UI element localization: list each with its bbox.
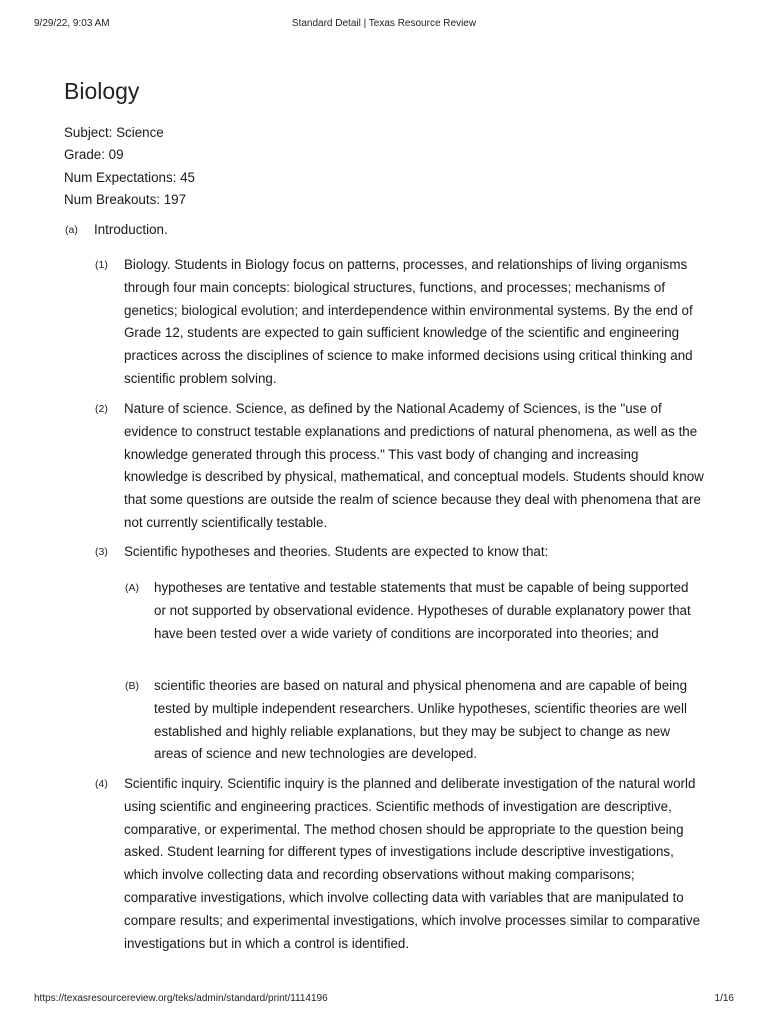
- list-item-label: (1): [95, 259, 108, 271]
- meta-subject: Subject: Science: [64, 125, 164, 140]
- meta-grade: Grade: 09: [64, 147, 124, 163]
- meta-num-breakouts: Num Breakouts: 197: [64, 191, 187, 207]
- sub-item-text: scientific theories are based on natural and physical phenomena and are capable of being tested by multiple independent researchers. Unlike hypotheses, scientific theories are well established and highly reliable explanations, but they may be subject to change as new areas of science and new technologies are developed.: [154, 678, 688, 762]
- print-datetime: 9/29/22, 9:03 AM: [34, 18, 110, 29]
- sub-item-a: [125, 577, 705, 645]
- sub-item-label: (B): [125, 680, 139, 692]
- section-a: [65, 219, 725, 242]
- list-item-label: (2): [95, 403, 108, 415]
- print-url: https://texasresourcereview.org/teks/admin/standard/print/1114196: [34, 993, 328, 1004]
- list-item-2: [95, 398, 707, 535]
- section-label: (a): [65, 224, 78, 236]
- list-item-1: [95, 254, 707, 391]
- print-page-title: Standard Detail | Texas Resource Review: [291, 18, 477, 29]
- sub-item-text: hypotheses are tentative and testable statements that must be capable of being supported or not supported by observational evidence. Hypotheses of durable explanatory power that have been tested over a wide variety of conditions are incorporated into theories; and: [154, 580, 691, 641]
- sub-item-b: [125, 675, 705, 766]
- print-header: [34, 17, 734, 31]
- list-item-text: Nature of science. Science, as defined by the National Academy of Sciences, is the "use of evidence to construct testable explanations and predictions of natural phenomena, as well as the knowledge generated through this process." This vast body of changing and increasing knowledge is described by physical, mathematical, and conceptual models. Students should know that some questions are outside the realm of science because they deal with phenomena that are not currently scientifically testable.: [124, 401, 704, 530]
- print-footer: [34, 992, 734, 1006]
- print-page-number: 1/16: [714, 993, 734, 1004]
- list-item-label: (3): [95, 546, 108, 558]
- list-item-4: [95, 773, 707, 955]
- section-heading: Introduction.: [94, 222, 168, 237]
- list-item-text: Scientific hypotheses and theories. Students are expected to know that:: [124, 544, 549, 559]
- meta-num-expectations: Num Expectations: 45: [64, 169, 195, 185]
- list-item-text: Biology. Students in Biology focus on patterns, processes, and relationships of living organisms through four main concepts: biological structures, functions, and processes; mechanisms of genetics; biological evolution; and interdependence within environmental systems. By the end of Grade 12, students are expected to gain sufficient knowledge of the scientific and engineering practices across the disciplines of science to make informed decisions using critical thinking and scientific problem solving.: [124, 257, 693, 386]
- list-item-3: [95, 541, 707, 564]
- list-item-text: Scientific inquiry. Scientific inquiry is the planned and deliberate investigation of the natural world using scientific and engineering practices. Scientific methods of investigation are descriptive, comparative, or experimental. The method chosen should be appropriate to the question being asked. Student learning for different types of investigations include descriptive investigations, which involve collecting data and recording observations without making comparisons; comparative investigations, which involve collecting data with variables that are manipulated to compare results; and experimental investigations, which involve processes similar to comparative investigations but in which a control is identified.: [124, 776, 701, 951]
- sub-item-label: (A): [125, 582, 139, 594]
- page-title: Biology: [64, 78, 140, 104]
- list-item-label: (4): [95, 778, 108, 790]
- standard-meta: [64, 122, 195, 211]
